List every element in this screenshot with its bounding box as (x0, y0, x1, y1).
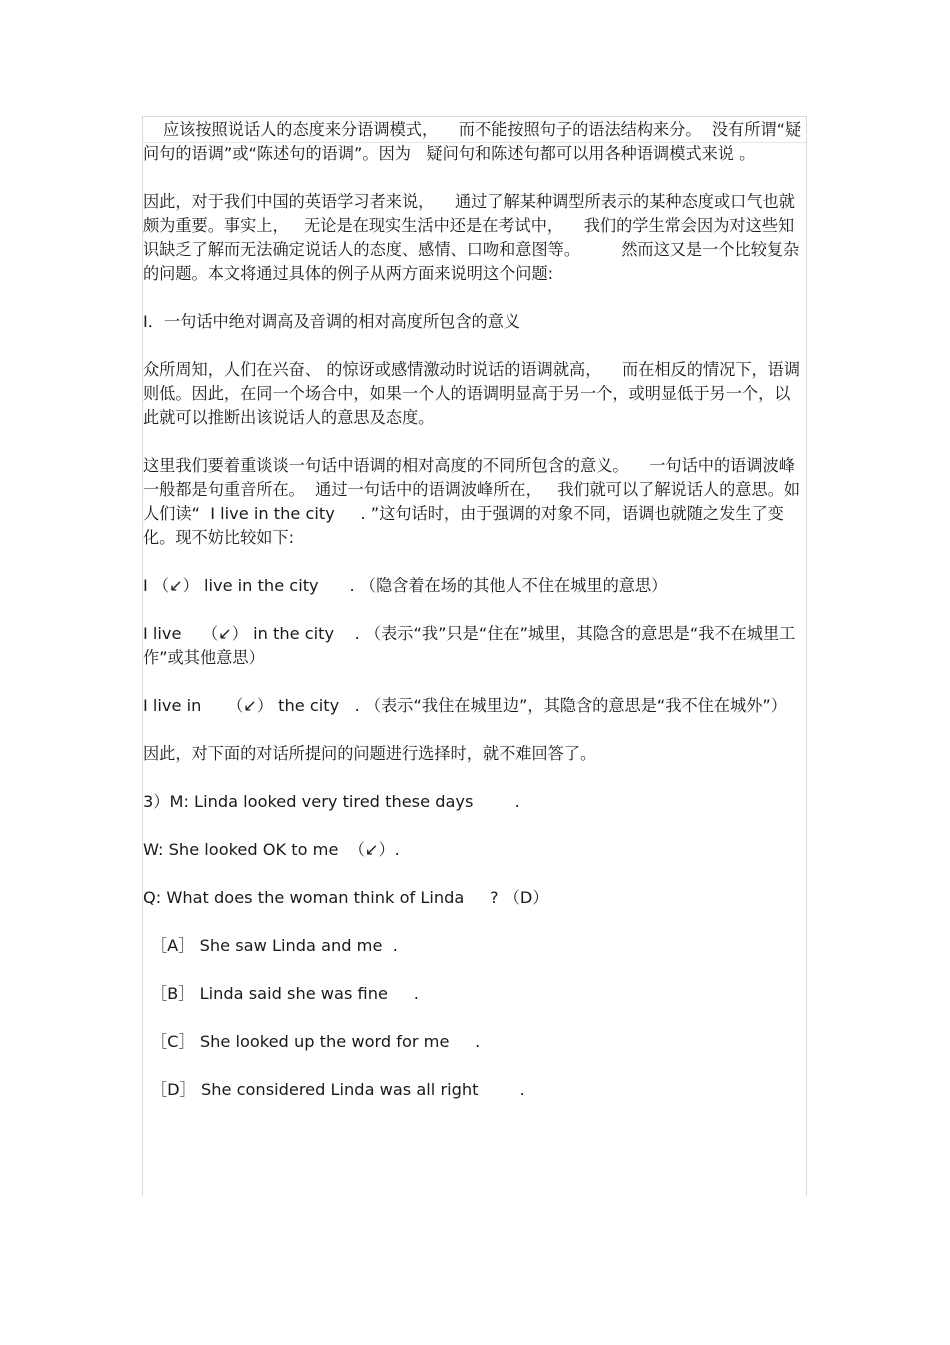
section-heading-1: Ⅰ．一句话中绝对调高及音调的相对高度所包含的意义 (143, 312, 521, 331)
example-sentence-3: I live in （↙） the city . （表示“我住在城里边”，其隐含的意思是“我不住在城外”） (143, 696, 787, 715)
document-body (143, 118, 805, 1126)
frame-border-top (142, 116, 807, 117)
paragraph-relative-height: 这里我们要着重谈谈一句话中语调的相对高度的不同所包含的意义。 一句话中的语调波峰一般都是句重音所在。 通过一句话中的语调波峰所在， 我们就可以了解说话人的意思。如人们读“ I live in the city . ”这句话时，由于强调的对象不同，语调也就随之发生了变化。现不妨比较如下: (143, 456, 801, 547)
example-sentence-1: I （↙） live in the city . （隐含着在场的其他人不住在城里的意思） (143, 576, 668, 595)
dialogue-question: Q: What does the woman think of Linda ? （D） (143, 888, 549, 907)
option-c: ［C］ She looked up the word for me . (151, 1032, 481, 1051)
dialogue-man: 3）M: Linda looked very tired these days . (143, 792, 520, 811)
option-d: ［D］ She considered Linda was all right . (151, 1080, 525, 1099)
option-a: ［A］ She saw Linda and me . (151, 936, 398, 955)
option-b: ［B］ Linda said she was fine . (151, 984, 419, 1003)
dialogue-woman: W: She looked OK to me （↙）. (143, 840, 400, 859)
paragraph-pitch-height: 众所周知，人们在兴奋、 的惊讶或感情激动时说话的语调就高， 而在相反的情况下，语调则低。因此，在同一个场合中，如果一个人的语调明显高于另一个，或明显低于另一个，以此就可以推断出该说话人的意思及态度。 (143, 360, 801, 427)
example-sentence-2: I live （↙） in the city . （表示“我”只是“住在”城里，其隐含的意思是“我不在城里工作”或其他意思） (143, 624, 796, 667)
paragraph-conclusion: 因此，对下面的对话所提问的问题进行选择时，就不难回答了。 (143, 744, 597, 763)
paragraph-importance: 因此，对于我们中国的英语学习者来说， 通过了解某种调型所表示的某种态度或口气也就颇为重要。事实上， 无论是在现实生活中还是在考试中， 我们的学生常会因为对这些知识缺乏了解而无法确定说话人的态度、感情、口吻和意图等。 然而这又是一个比较复杂的问题。本文将通过具体的例子从两方面来说明这个问题: (143, 192, 800, 283)
frame-border-right (806, 116, 807, 1196)
paragraph-intonation-attitude: 应该按照说话人的态度来分语调模式， 而不能按照句子的语法结构来分。 没有所谓“疑问句的语调”或“陈述句的语调”。因为 疑问句和陈述句都可以用各种语调模式来说 。 (143, 120, 802, 163)
